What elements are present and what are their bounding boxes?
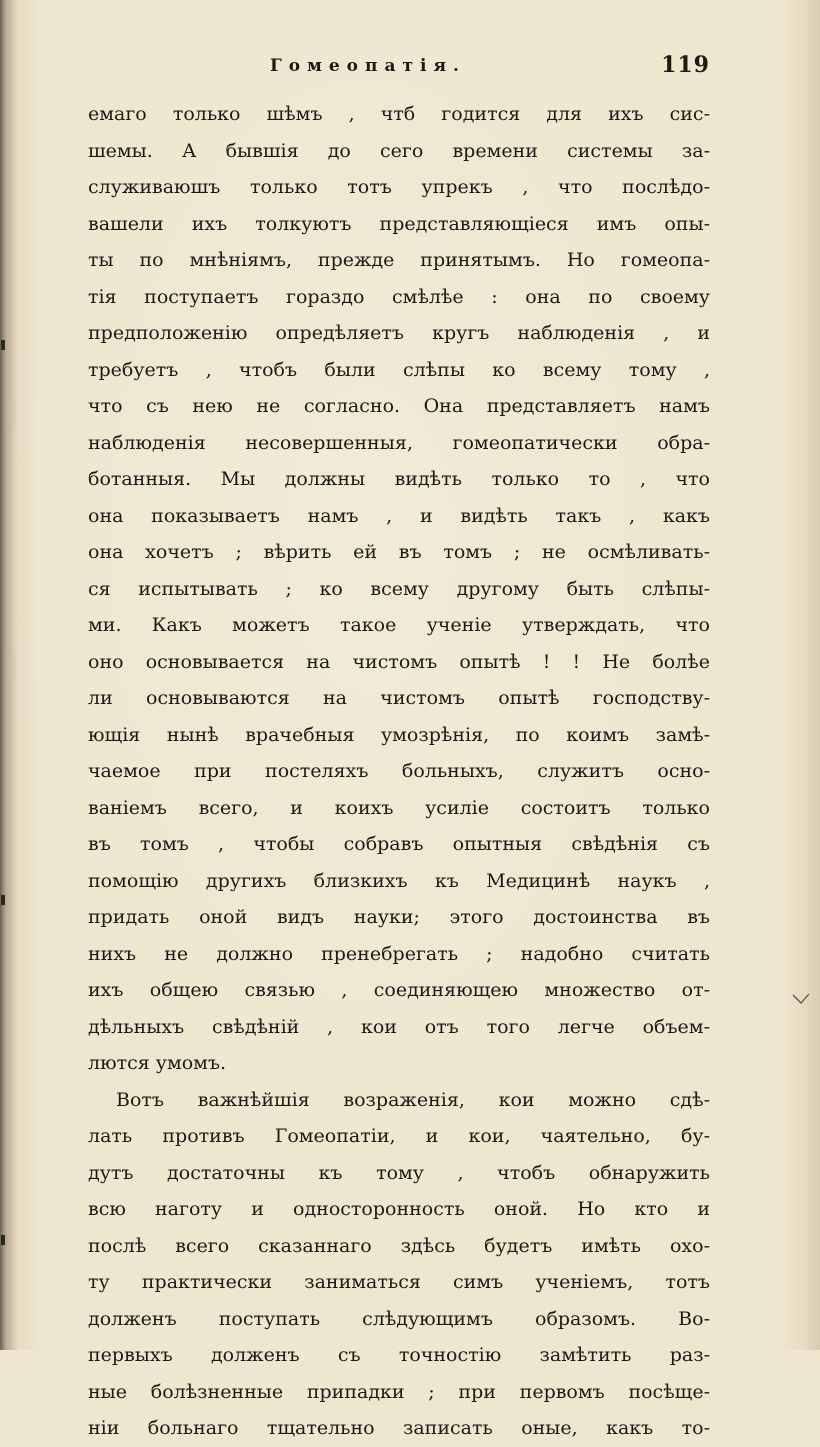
text-line: шемы. А бывшія до сего времени системы за-: [88, 139, 710, 162]
text-line: вашели ихъ толкуютъ представляющіеся имъ опы-: [88, 212, 710, 235]
text-line: что съ нею не согласно. Она представляетъ намъ: [88, 395, 710, 417]
text-line: оно основывается на чистомъ опытѣ ! ! Не болѣе: [88, 650, 710, 673]
text-line: емаго только шѣмъ , чтб годится для ихъ сис-: [88, 103, 710, 125]
text-line: тія поступаетъ гораздо смѣлѣе : она по своему: [88, 285, 710, 308]
text-line: первыхъ долженъ съ точностію замѣтить раз-: [88, 1344, 710, 1366]
text-line: въ томъ , чтобы собравъ опытныя свѣдѣнія съ: [88, 833, 710, 855]
text-line: она показываетъ намъ , и видѣть такъ , какъ: [88, 504, 710, 527]
text-line: она хочетъ ; вѣрить ей въ томъ ; не осмѣливать-: [88, 541, 710, 563]
text-line: лать противъ Гомеопатіи, и кои, чаятельно, бу-: [88, 1125, 710, 1147]
text-line: чаемое при постеляхъ больныхъ, служитъ осно-: [88, 760, 710, 782]
text-line: ихъ общею связью , соединяющею множество от-: [88, 979, 710, 1001]
text-line: ми. Какъ можетъ такое ученіе утверждать, что: [88, 614, 710, 636]
margin-pencil-mark: [792, 992, 810, 1006]
text-line: дѣльныхъ свѣдѣній , кои отъ того легче объем-: [88, 1015, 710, 1038]
text-line: наблюденія несовершенныя, гомеопатически обра-: [88, 431, 710, 454]
text-line: ющія нынѣ врачебныя умозрѣнія, по коимъ замѣ-: [88, 723, 710, 746]
page-header: [270, 52, 710, 88]
text-line: помощію другихъ близкихъ къ Медицинѣ наукъ ,: [88, 869, 710, 892]
text-line: ты по мнѣніямъ, прежде принятымъ. Но гомеопа-: [88, 249, 710, 271]
paragraph-start-line: Вотъ важнѣйшія возраженія, кои можно сдѣ-: [116, 1088, 710, 1111]
running-title: Гомеопатія.: [270, 56, 466, 76]
page-number: 119: [661, 52, 710, 78]
text-line: дутъ достаточны къ тому , чтобъ обнаружить: [88, 1161, 710, 1184]
text-line: всю наготу и односторонность оной. Но кто и: [88, 1198, 710, 1220]
binding-edge: [0, 0, 10, 1350]
text-line: ные болѣзненные припадки ; при первомъ посѣще-: [88, 1380, 710, 1403]
paragraph-end-line: лются умомъ.: [88, 1052, 227, 1074]
text-line: ту практически заниматься симъ ученіемъ, тотъ: [88, 1271, 710, 1293]
text-line: ваніемъ всего, и коихъ усиліе состоитъ только: [88, 796, 710, 819]
text-line: нихъ не должно пренебрегать ; надобно считать: [88, 942, 710, 965]
text-line: служиваюшъ только тотъ упрекъ , что послѣдо-: [88, 176, 710, 198]
text-line: придать оной видъ науки; этого достоинства въ: [88, 906, 710, 928]
text-line: долженъ поступать слѣдующимъ образомъ. Во-: [88, 1307, 710, 1330]
text-line: предположенію опредѣляетъ кругъ наблюденія , и: [88, 322, 710, 344]
text-line: ся испытывать ; ко всему другому быть слѣпы-: [88, 577, 710, 600]
body-text: [88, 96, 710, 1447]
text-line: требуетъ , чтобъ были слѣпы ко всему тому ,: [88, 358, 710, 381]
text-line: ніи больнаго тщательно записать оные, какъ то-: [88, 1417, 710, 1439]
text-line: ли основываются на чистомъ опытѣ господству-: [88, 687, 710, 709]
text-line: ботанныя. Мы должны видѣть только то , что: [88, 468, 710, 490]
text-line: послѣ всего сказаннаго здѣсь будетъ имѣть охо-: [88, 1234, 710, 1257]
